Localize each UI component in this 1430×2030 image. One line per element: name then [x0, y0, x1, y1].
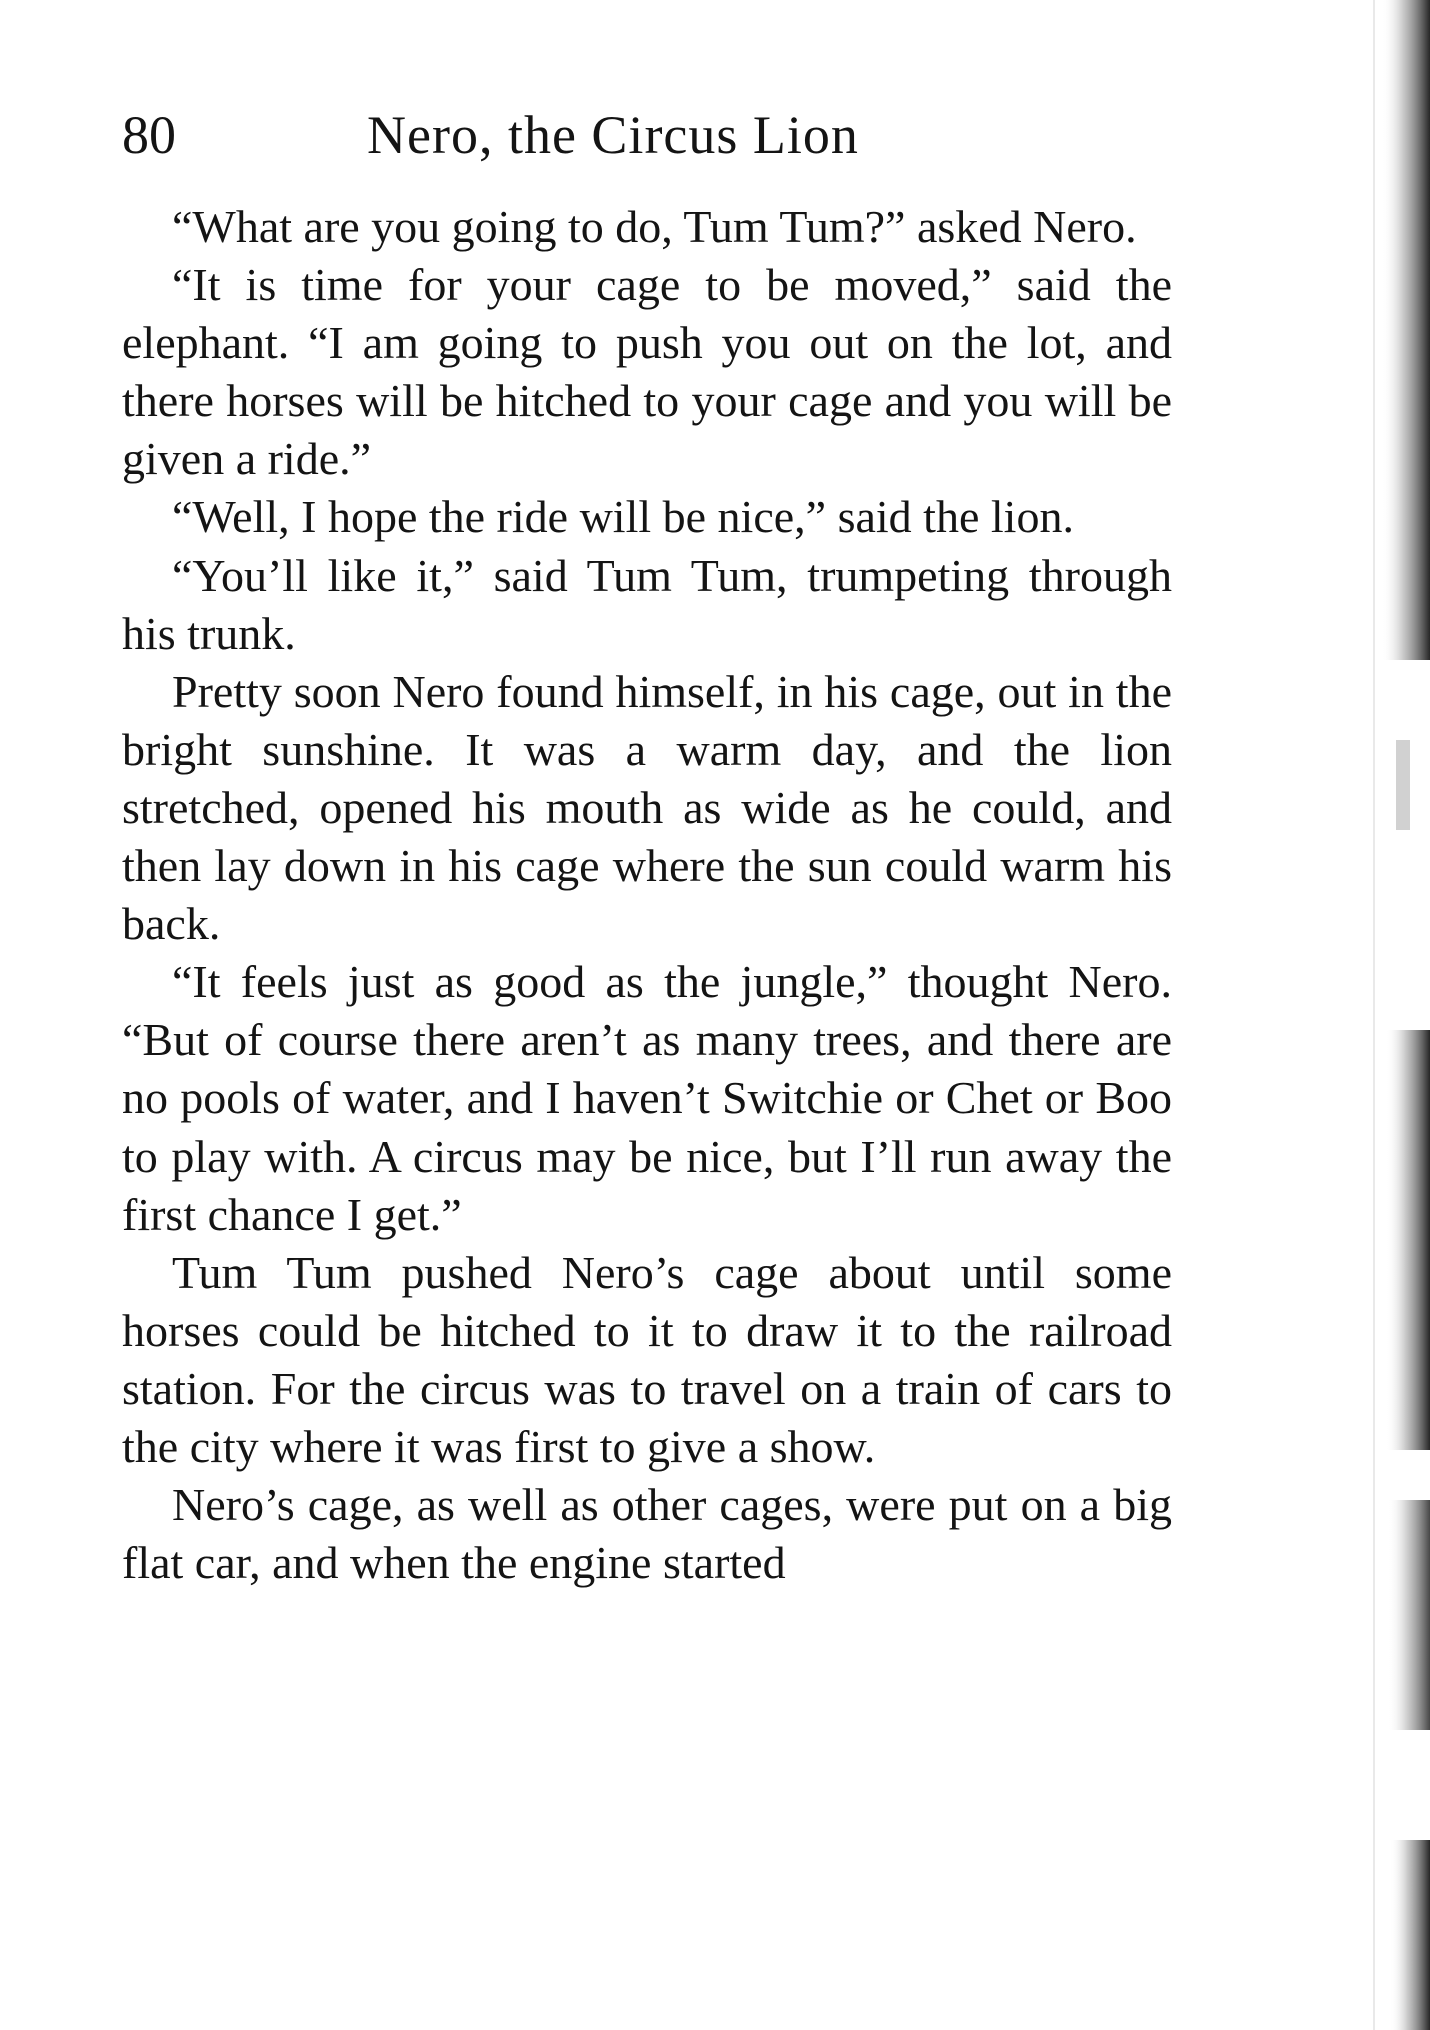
scan-edge-shadow [1352, 0, 1430, 2030]
body-text [122, 198, 1172, 1592]
paragraph: Pretty soon Nero found himself, in his cage, out in the bright sunshine. It was a warm day, and the lion stretched, opened his mouth as wide as he could, and then lay down in his cage where the sun could warm his back. [122, 665, 1172, 950]
paragraph: “You’ll like it,” said Tum Tum, trumpeting through his trunk. [122, 549, 1172, 659]
paragraph: “It feels just as good as the jungle,” thought Nero. “But of course there aren’t as many trees, and there are no pools of water, and I haven’t Switchie or Chet or Boo to play with. A circus may be nice, but I’ll run away the first chance I get.” [122, 956, 1172, 1240]
paragraph: Tum Tum pushed Nero’s cage about until some horses could be hitched to it to draw it to the railroad station. For the circus was to travel on a train of cars to the city where it was first to give a show. [122, 1246, 1172, 1472]
paragraph: “Well, I hope the ride will be nice,” said the lion. [172, 491, 1074, 543]
page-header [122, 100, 1172, 170]
paragraph: “What are you going to do, Tum Tum?” asked Nero. [172, 201, 1137, 252]
running-title: Nero, the Circus Lion [367, 105, 859, 165]
paragraph: “It is time for your cage to be moved,” said the elephant. “I am going to push you out on the lot, and there horses will be hitched to your cage and you will be given a ride.” [122, 259, 1172, 485]
page-number: 80 [122, 105, 176, 165]
paragraph: Nero’s cage, as well as other cages, were put on a big flat car, and when the engine started [122, 1479, 1172, 1589]
